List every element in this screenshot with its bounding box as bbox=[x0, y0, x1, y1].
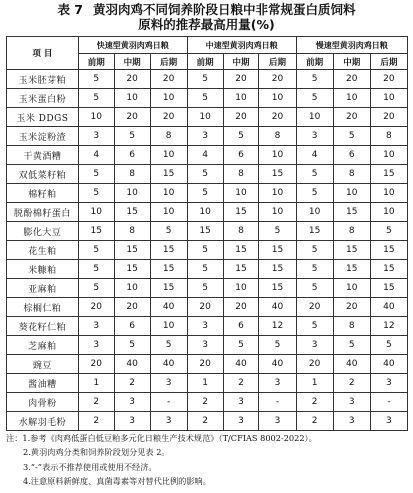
recommendation-table bbox=[6, 36, 408, 431]
cell-value: 10 bbox=[370, 146, 407, 165]
cell-value: 5 bbox=[78, 184, 114, 203]
cell-value: 3 bbox=[296, 127, 333, 146]
cell-value: 15 bbox=[259, 279, 296, 298]
cell-value: 15 bbox=[259, 165, 296, 184]
table-row bbox=[7, 317, 408, 336]
cell-value: 15 bbox=[259, 241, 296, 260]
cell-value: 3 bbox=[114, 393, 150, 412]
group-header-slow: 慢速型黄羽肉鸡日粮 bbox=[296, 37, 407, 54]
cell-value: 12 bbox=[370, 317, 407, 336]
table-row bbox=[7, 89, 408, 108]
cell-value: 15 bbox=[296, 222, 333, 241]
cell-value: 5 bbox=[150, 336, 187, 355]
cell-value: 5 bbox=[296, 89, 333, 108]
cell-value: 40 bbox=[150, 298, 187, 317]
cell-value: 8 bbox=[333, 222, 370, 241]
cell-value: 5 bbox=[150, 222, 187, 241]
cell-value: 5 bbox=[370, 336, 407, 355]
cell-value: 40 bbox=[223, 355, 259, 374]
cell-value: 20 bbox=[296, 298, 333, 317]
cell-value: 8 bbox=[223, 222, 259, 241]
cell-value: 5 bbox=[187, 279, 223, 298]
cell-value: 6 bbox=[114, 146, 150, 165]
phase-header: 中期 bbox=[333, 54, 370, 70]
cell-value: 10 bbox=[259, 184, 296, 203]
cell-value: 3 bbox=[259, 374, 296, 393]
cell-value: 10 bbox=[78, 108, 114, 127]
cell-value: 15 bbox=[370, 279, 407, 298]
cell-value: 10 bbox=[114, 279, 150, 298]
cell-value: 2 bbox=[333, 374, 370, 393]
cell-value: 10 bbox=[150, 317, 187, 336]
table-notes bbox=[6, 431, 411, 488]
cell-value: 5 bbox=[187, 260, 223, 279]
cell-value: 20 bbox=[259, 108, 296, 127]
cell-value: 3 bbox=[187, 317, 223, 336]
cell-value: 10 bbox=[223, 279, 259, 298]
cell-value: 15 bbox=[370, 260, 407, 279]
cell-value: 5 bbox=[187, 184, 223, 203]
cell-value: 20 bbox=[223, 108, 259, 127]
cell-value: 15 bbox=[223, 260, 259, 279]
cell-value: 5 bbox=[333, 127, 370, 146]
cell-value: 5 bbox=[78, 260, 114, 279]
row-item-name: 肉骨粉 bbox=[7, 393, 79, 412]
table-row bbox=[7, 260, 408, 279]
cell-value: 5 bbox=[296, 241, 333, 260]
item-header: 项 目 bbox=[7, 37, 79, 70]
row-item-name: 玉米蛋白粉 bbox=[7, 89, 79, 108]
cell-value: 3 bbox=[296, 336, 333, 355]
cell-value: 20 bbox=[223, 70, 259, 89]
cell-value: 15 bbox=[223, 241, 259, 260]
cell-value: 5 bbox=[259, 336, 296, 355]
cell-value: 20 bbox=[187, 355, 223, 374]
cell-value: 8 bbox=[370, 127, 407, 146]
cell-value: 3 bbox=[114, 412, 150, 431]
cell-value: 20 bbox=[333, 108, 370, 127]
cell-value: 20 bbox=[78, 355, 114, 374]
cell-value: 15 bbox=[114, 203, 150, 222]
cell-value: 5 bbox=[223, 336, 259, 355]
cell-value: 5 bbox=[259, 222, 296, 241]
cell-value: 15 bbox=[370, 165, 407, 184]
cell-value: 40 bbox=[333, 355, 370, 374]
row-item-name: 玉米淀粉渣 bbox=[7, 127, 79, 146]
cell-value: 6 bbox=[223, 317, 259, 336]
cell-value: 10 bbox=[150, 203, 187, 222]
table-row bbox=[7, 108, 408, 127]
group-header-fast: 快速型黄羽肉鸡日粮 bbox=[78, 37, 187, 54]
table-row bbox=[7, 203, 408, 222]
table-row bbox=[7, 165, 408, 184]
cell-value: 3 bbox=[78, 336, 114, 355]
cell-value: 5 bbox=[78, 165, 114, 184]
cell-value: 15 bbox=[223, 203, 259, 222]
cell-value: 8 bbox=[150, 127, 187, 146]
title-line-1 bbox=[0, 2, 413, 17]
title-text: 黄羽肉鸡不同饲养阶段日粮中非常规蛋白质饲料 bbox=[93, 2, 356, 17]
cell-value: 2 bbox=[187, 412, 223, 431]
table-row bbox=[7, 127, 408, 146]
cell-value: 5 bbox=[187, 89, 223, 108]
table-row bbox=[7, 412, 408, 431]
cell-value: 15 bbox=[78, 222, 114, 241]
cell-value: 5 bbox=[78, 89, 114, 108]
cell-value: 5 bbox=[223, 127, 259, 146]
cell-value: 2 bbox=[78, 393, 114, 412]
cell-value: - bbox=[150, 393, 187, 412]
table-title bbox=[0, 2, 413, 32]
cell-value: 3 bbox=[150, 412, 187, 431]
row-item-name: 脱酚棉籽蛋白 bbox=[7, 203, 79, 222]
note-2: 2.黄羽肉鸡分类和饲养阶段划分见表 2。 bbox=[23, 447, 170, 458]
cell-value: 10 bbox=[259, 146, 296, 165]
cell-value: 10 bbox=[150, 89, 187, 108]
cell-value: 15 bbox=[114, 241, 150, 260]
cell-value: 3 bbox=[370, 374, 407, 393]
cell-value: 5 bbox=[296, 70, 333, 89]
cell-value: 20 bbox=[370, 108, 407, 127]
table-row bbox=[7, 241, 408, 260]
cell-value: 20 bbox=[150, 70, 187, 89]
cell-value: 5 bbox=[187, 70, 223, 89]
cell-value: 3 bbox=[187, 336, 223, 355]
cell-value: 40 bbox=[259, 298, 296, 317]
cell-value: 40 bbox=[370, 298, 407, 317]
cell-value: 10 bbox=[296, 203, 333, 222]
row-item-name: 亚麻粕 bbox=[7, 279, 79, 298]
cell-value: 15 bbox=[150, 241, 187, 260]
cell-value: 2 bbox=[223, 374, 259, 393]
cell-value: - bbox=[370, 393, 407, 412]
header-row-groups bbox=[7, 37, 408, 54]
cell-value: 15 bbox=[333, 241, 370, 260]
cell-value: 20 bbox=[223, 298, 259, 317]
cell-value: 15 bbox=[150, 279, 187, 298]
cell-value: 6 bbox=[223, 146, 259, 165]
cell-value: 15 bbox=[150, 165, 187, 184]
cell-value: 3 bbox=[223, 412, 259, 431]
cell-value: 4 bbox=[78, 146, 114, 165]
phase-header: 中期 bbox=[223, 54, 259, 70]
phase-header: 后期 bbox=[150, 54, 187, 70]
phase-header: 后期 bbox=[259, 54, 296, 70]
row-item-name: 酱油糟 bbox=[7, 374, 79, 393]
row-item-name: 水解羽毛粉 bbox=[7, 412, 79, 431]
cell-value: 3 bbox=[333, 412, 370, 431]
cell-value: 5 bbox=[187, 241, 223, 260]
cell-value: 5 bbox=[187, 165, 223, 184]
phase-header: 中期 bbox=[114, 54, 150, 70]
phase-header: 前期 bbox=[296, 54, 333, 70]
table-body bbox=[7, 70, 408, 431]
cell-value: 3 bbox=[150, 374, 187, 393]
row-item-name: 膨化大豆 bbox=[7, 222, 79, 241]
cell-value: 40 bbox=[150, 355, 187, 374]
row-item-name: 棉籽粕 bbox=[7, 184, 79, 203]
cell-value: 12 bbox=[259, 317, 296, 336]
row-item-name: 双低菜籽粕 bbox=[7, 165, 79, 184]
cell-value: 10 bbox=[333, 184, 370, 203]
cell-value: 20 bbox=[259, 70, 296, 89]
row-item-name: 干黄酒糟 bbox=[7, 146, 79, 165]
phase-header: 前期 bbox=[78, 54, 114, 70]
cell-value: 6 bbox=[333, 146, 370, 165]
table-row bbox=[7, 336, 408, 355]
cell-value: 5 bbox=[78, 279, 114, 298]
cell-value: 20 bbox=[333, 70, 370, 89]
cell-value: 20 bbox=[78, 298, 114, 317]
cell-value: 15 bbox=[187, 222, 223, 241]
cell-value: 5 bbox=[78, 241, 114, 260]
table-row bbox=[7, 355, 408, 374]
row-item-name: 米糠粕 bbox=[7, 260, 79, 279]
cell-value: 15 bbox=[259, 260, 296, 279]
cell-value: 3 bbox=[333, 393, 370, 412]
table-row bbox=[7, 222, 408, 241]
cell-value: 5 bbox=[114, 336, 150, 355]
cell-value: 15 bbox=[333, 203, 370, 222]
row-item-name: 葵花籽仁粕 bbox=[7, 317, 79, 336]
note-3: 3.“-”表示不推荐使用或使用不经济。 bbox=[23, 461, 157, 472]
cell-value: 10 bbox=[150, 146, 187, 165]
cell-value: 10 bbox=[333, 279, 370, 298]
cell-value: 5 bbox=[296, 317, 333, 336]
cell-value: 20 bbox=[370, 70, 407, 89]
row-item-name: 芝麻粕 bbox=[7, 336, 79, 355]
group-header-medium: 中速型黄羽肉鸡日粮 bbox=[187, 37, 296, 54]
cell-value: 5 bbox=[296, 260, 333, 279]
cell-value: 10 bbox=[114, 89, 150, 108]
cell-value: 10 bbox=[259, 203, 296, 222]
cell-value: 10 bbox=[150, 184, 187, 203]
cell-value: 2 bbox=[114, 374, 150, 393]
table-row bbox=[7, 374, 408, 393]
cell-value: 10 bbox=[187, 203, 223, 222]
cell-value: 4 bbox=[187, 146, 223, 165]
cell-value: 5 bbox=[370, 222, 407, 241]
row-item-name: 豌豆 bbox=[7, 355, 79, 374]
note-1: 注：1.参考《肉鸡低蛋白低豆粕多元化日粮生产技术规范》（T/CFIAS 8002-2022）。 bbox=[6, 433, 317, 443]
cell-value: 10 bbox=[370, 203, 407, 222]
cell-value: 10 bbox=[187, 108, 223, 127]
cell-value: 5 bbox=[333, 336, 370, 355]
table-row bbox=[7, 393, 408, 412]
cell-value: 20 bbox=[333, 298, 370, 317]
cell-value: 20 bbox=[114, 108, 150, 127]
row-item-name: 玉米胚芽粕 bbox=[7, 70, 79, 89]
cell-value: 2 bbox=[296, 412, 333, 431]
cell-value: 5 bbox=[296, 184, 333, 203]
table-row bbox=[7, 184, 408, 203]
cell-value: 15 bbox=[370, 241, 407, 260]
cell-value: 8 bbox=[223, 165, 259, 184]
cell-value: 10 bbox=[370, 89, 407, 108]
cell-value: 10 bbox=[223, 184, 259, 203]
cell-value: 2 bbox=[296, 393, 333, 412]
cell-value: 10 bbox=[78, 203, 114, 222]
cell-value: 3 bbox=[78, 317, 114, 336]
cell-value: 3 bbox=[259, 412, 296, 431]
cell-value: 1 bbox=[296, 374, 333, 393]
cell-value: - bbox=[259, 393, 296, 412]
phase-header: 前期 bbox=[187, 54, 223, 70]
cell-value: 5 bbox=[296, 279, 333, 298]
cell-value: 10 bbox=[114, 184, 150, 203]
table-row bbox=[7, 279, 408, 298]
cell-value: 20 bbox=[114, 298, 150, 317]
cell-value: 8 bbox=[333, 317, 370, 336]
cell-value: 1 bbox=[187, 374, 223, 393]
cell-value: 40 bbox=[114, 355, 150, 374]
row-item-name: 棕榈仁粕 bbox=[7, 298, 79, 317]
table-row bbox=[7, 298, 408, 317]
cell-value: 40 bbox=[370, 355, 407, 374]
cell-value: 3 bbox=[187, 127, 223, 146]
cell-value: 10 bbox=[259, 89, 296, 108]
cell-value: 6 bbox=[114, 317, 150, 336]
cell-value: 20 bbox=[114, 70, 150, 89]
cell-value: 10 bbox=[223, 89, 259, 108]
cell-value: 20 bbox=[187, 298, 223, 317]
cell-value: 2 bbox=[78, 412, 114, 431]
cell-value: 3 bbox=[78, 127, 114, 146]
cell-value: 8 bbox=[333, 165, 370, 184]
cell-value: 1 bbox=[78, 374, 114, 393]
cell-value: 15 bbox=[150, 260, 187, 279]
cell-value: 5 bbox=[296, 165, 333, 184]
cell-value: 10 bbox=[370, 184, 407, 203]
row-item-name: 花生粕 bbox=[7, 241, 79, 260]
cell-value: 8 bbox=[114, 165, 150, 184]
cell-value: 5 bbox=[78, 70, 114, 89]
cell-value: 20 bbox=[296, 355, 333, 374]
cell-value: 40 bbox=[259, 355, 296, 374]
cell-value: 10 bbox=[333, 89, 370, 108]
note-4: 4.注意原料新鲜度、真菌毒素等对替代比例的影响。 bbox=[23, 475, 211, 486]
cell-value: 5 bbox=[114, 127, 150, 146]
cell-value: 8 bbox=[259, 127, 296, 146]
cell-value: 3 bbox=[223, 393, 259, 412]
cell-value: 2 bbox=[187, 393, 223, 412]
row-item-name: 玉米 DDGS bbox=[7, 108, 79, 127]
title-line-2: 原料的推荐最高用量(%) bbox=[138, 17, 275, 32]
cell-value: 10 bbox=[296, 108, 333, 127]
table-row bbox=[7, 146, 408, 165]
cell-value: 8 bbox=[114, 222, 150, 241]
phase-header: 后期 bbox=[370, 54, 407, 70]
table-row bbox=[7, 70, 408, 89]
cell-value: 3 bbox=[370, 412, 407, 431]
cell-value: 4 bbox=[296, 146, 333, 165]
cell-value: 15 bbox=[333, 260, 370, 279]
table-number: 表 7 bbox=[57, 2, 84, 17]
cell-value: 15 bbox=[114, 260, 150, 279]
cell-value: 20 bbox=[150, 108, 187, 127]
